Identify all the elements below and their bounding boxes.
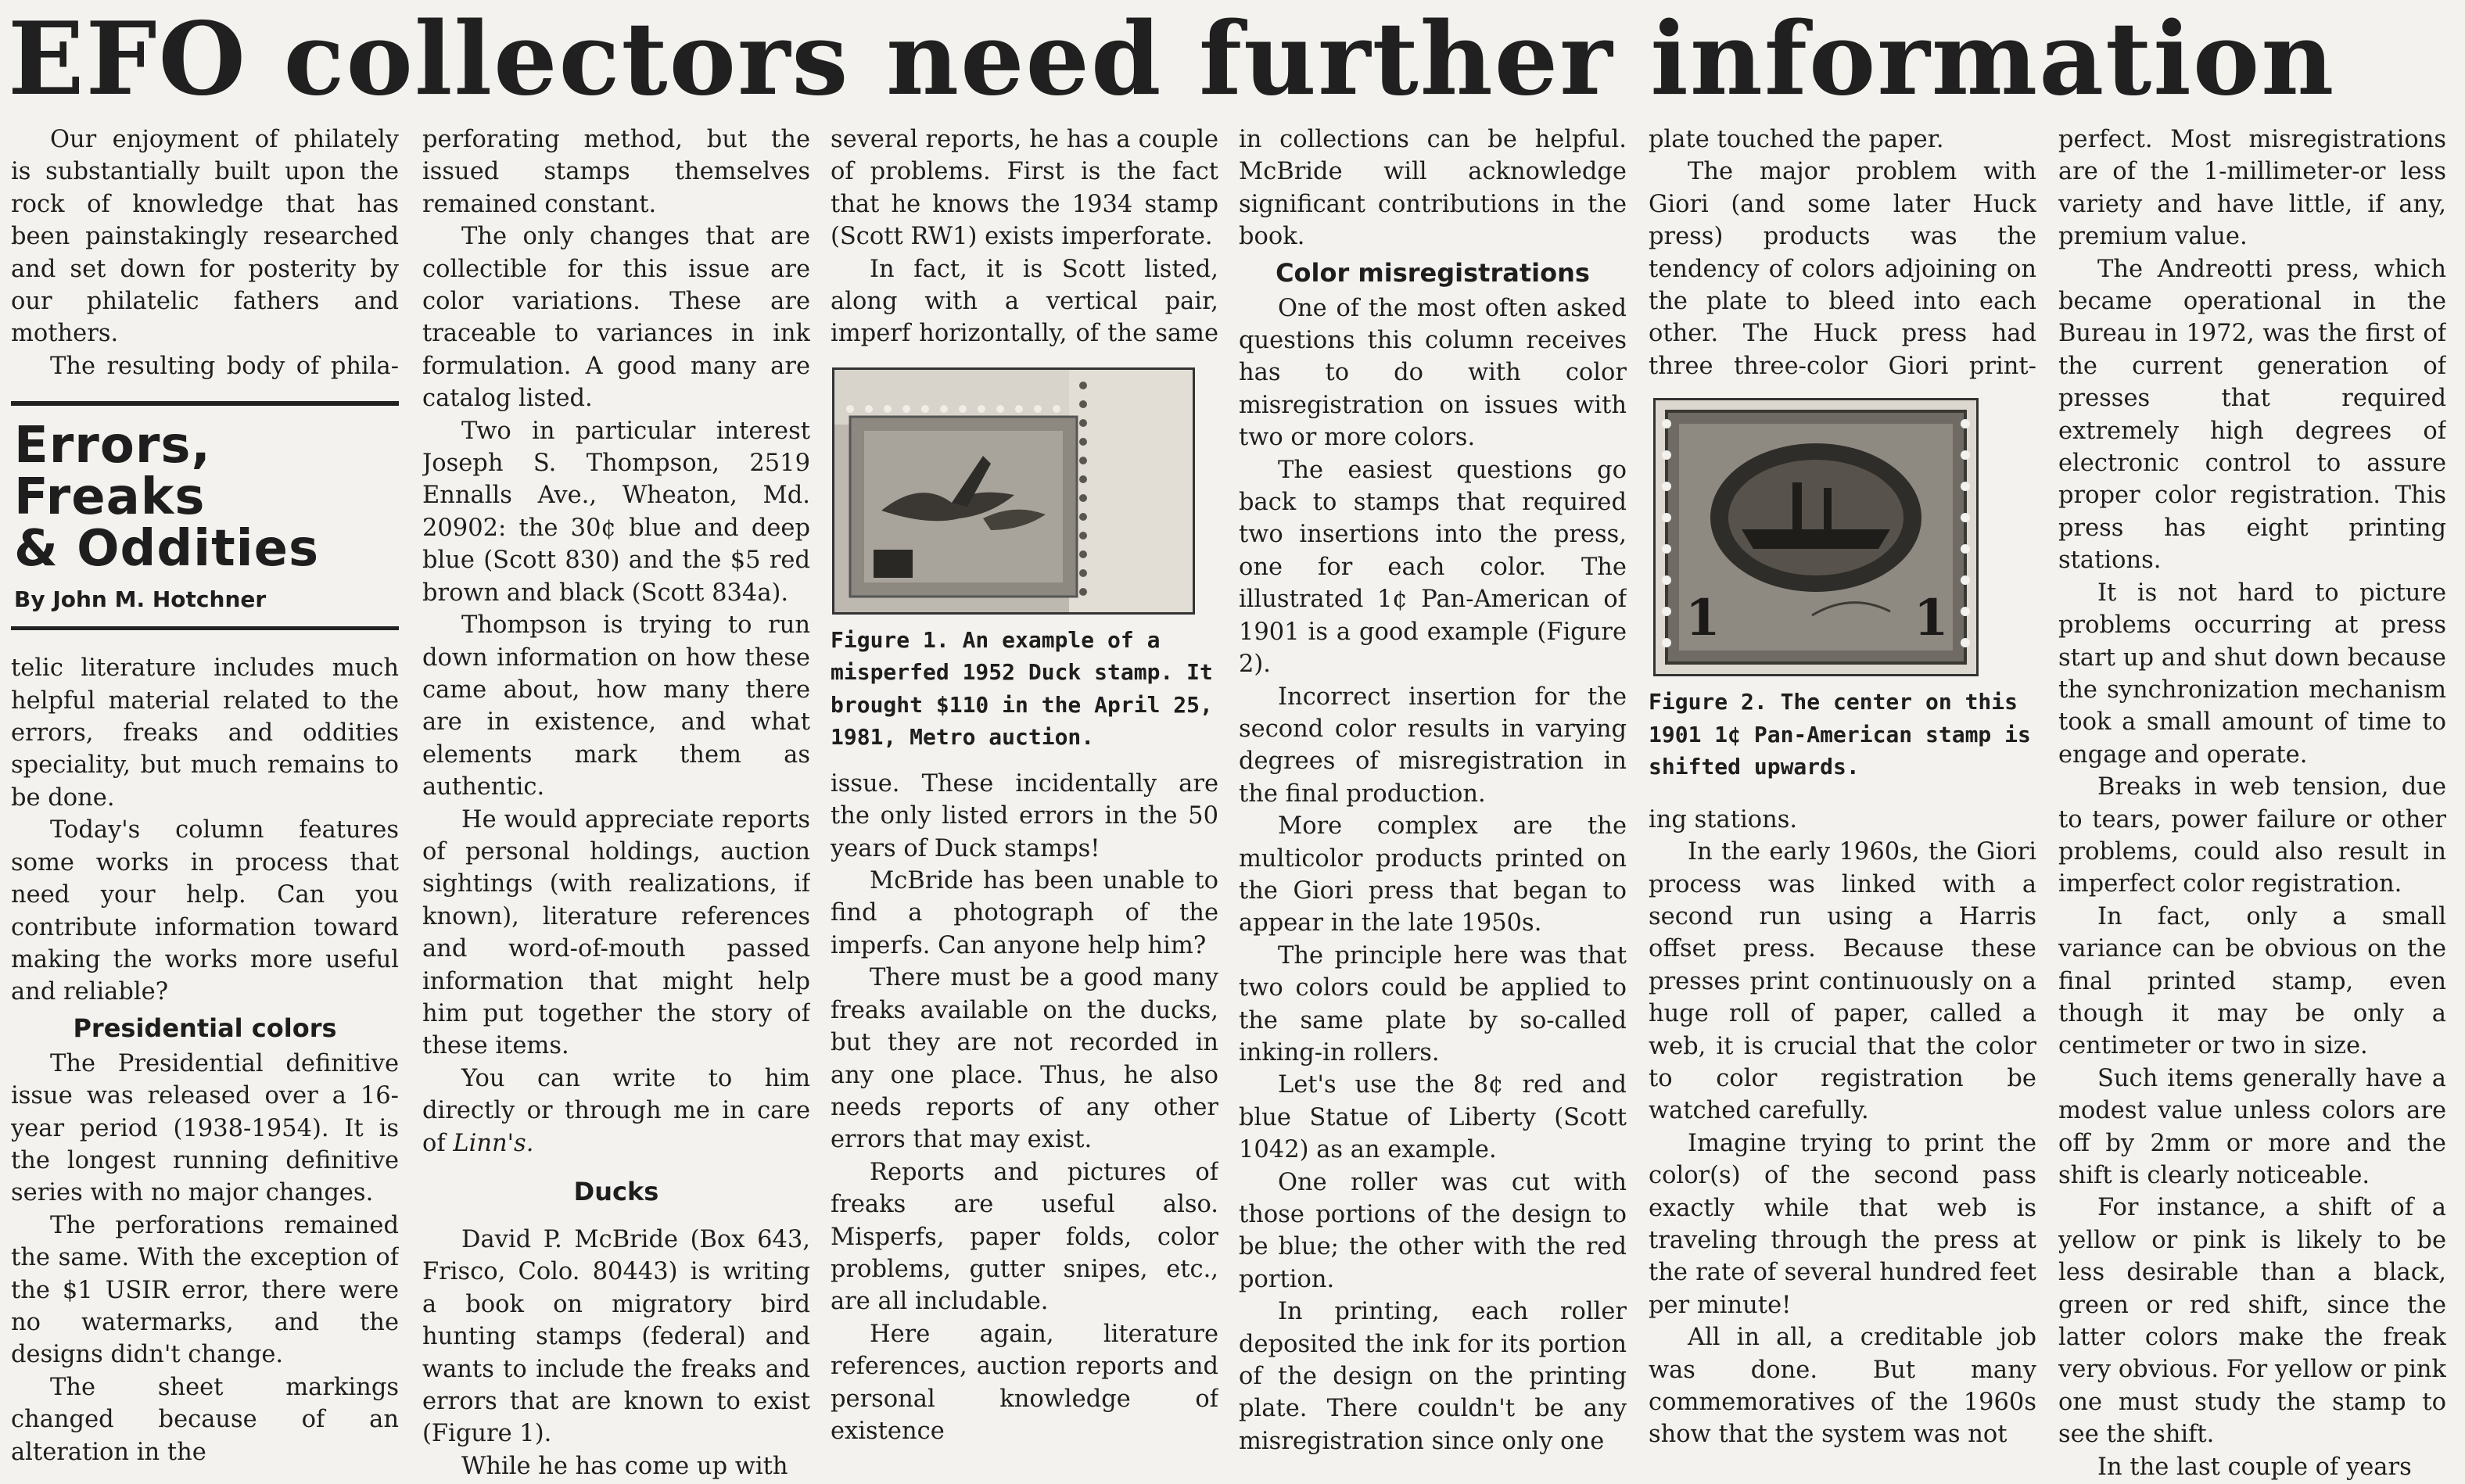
duck-stamp-image [834, 370, 1193, 612]
paragraph: In fact, only a small variance can be obvious on the final printed stamp, even though it may be only a centimeter or two in size. [2058, 902, 2446, 1060]
headline: EFO collectors need further information [8, 1, 2336, 118]
paragraph: He would appreciate reports of personal holdings, auction sightings (with realizations, if known), literature references and word-of-mouth passed information that might help him put together the story of these items. [422, 805, 810, 1060]
figure-1-duck-stamp-photo [832, 367, 1195, 615]
paragraph: The easiest questions go back to stamps that required two insertions into the press, one for each color. The illustrated 1¢ Pan-American of 1901 is a good example (Figure 2). [1239, 456, 1627, 679]
paragraph: several reports, he has a couple of problems. First is the fact that he knows the 1934 stamp (Scott RW1) exists imperforate. [831, 126, 1218, 251]
paragraph: Imagine trying to print the color(s) of the second pass exactly while that web is traveling through the press at the rate of several hundred feet per minute! [1649, 1129, 2036, 1319]
divider [11, 626, 399, 630]
paragraph: telic literature includes much helpful material related to the errors, freaks and oddities speciality, but much remains to be done. [11, 654, 399, 812]
column-6 [2058, 124, 2446, 1484]
column-title [14, 417, 399, 579]
section-heading-color-misregistrations: Color misregistrations [1276, 257, 1590, 288]
paragraph: The major problem with Giori (and some later Huck press) products was the tendency of colors adjoining on the plate to bleed into each other. The Huck press had three three-color Giori print- [1649, 158, 2036, 380]
figure-2-caption: Figure 2. The center on this 1901 1¢ Pan-American stamp is shifted upwards. [1649, 689, 2031, 780]
paragraph: The perforations remained the same. With the exception of the $1 USIR error, there were no watermarks, and the designs didn't change. [11, 1211, 399, 1369]
column-title-line: & Oddities [14, 520, 320, 579]
paragraph: One of the most often asked questions this column receives has to do with color misregistration on issues with two or more colors. [1239, 294, 1627, 452]
paragraph: For instance, a shift of a yellow or pink is likely to be less desirable than a black, green or red shift, since the latter colors make the freak very obvious. For yellow or pink one must study the stamp to see the shift. [2058, 1194, 2446, 1449]
paragraph: issue. These incidentally are the only listed errors in the 50 years of Duck stamps! [831, 769, 1218, 862]
paragraph: In fact, it is Scott listed, along with a vertical pair, imperf horizontally, of the same [831, 255, 1218, 348]
byline: By John M. Hotchner [14, 586, 267, 613]
paragraph: Let's use the 8¢ red and blue Statue of Liberty (Scott 1042) as an example. [1239, 1071, 1627, 1164]
column-1 [11, 124, 399, 1484]
column-3 [831, 124, 1218, 1484]
paragraph: The resulting body of phila- [50, 352, 399, 380]
paragraph: In printing, each roller deposited the ink for its portion of the design on the printing plate. There couldn't be any misregistration since only one [1239, 1298, 1627, 1455]
paragraph-text: You can write to him directly or through me in care of [422, 1064, 810, 1157]
paragraph: Our enjoyment of philately is substantially built upon the rock of knowledge that has been painstakingly researched and set down for posterity by our philatelic fathers and mothers. [11, 126, 399, 348]
section-heading-ducks: Ducks [573, 1177, 659, 1206]
paragraph: perforating method, but the issued stamps themselves remained constant. [422, 126, 810, 218]
paragraph: ing stations. [1649, 805, 1798, 833]
paragraph: One roller was cut with those portions of the design to be blue; the other with the red portion. [1239, 1168, 1627, 1293]
paragraph: The Andreotti press, which became operational in the Bureau in 1972, was the first of the current generation of presses that required extremely high degrees of electronic control to assure proper color registration. This press has eight printing stations. [2058, 255, 2446, 575]
paragraph: While he has come up with [461, 1452, 788, 1480]
paragraph: There must be a good many freaks available on the ducks, but they are not recorded in any one place. Thus, he also needs reports of any other errors that may exist. [831, 964, 1218, 1154]
paragraph: More complex are the multicolor products printed on the Giori press that began to appear in the late 1950s. [1239, 812, 1627, 937]
paragraph: Thompson is trying to run down information on how these came about, how many there are in existence, and what elements mark them as authentic. [422, 611, 810, 801]
paragraph: Today's column features some works in process that need your help. Can you contribute information toward making the works more useful and reliable? [11, 816, 399, 1006]
paragraph: Breaks in web tension, due to tears, power failure or other problems, could also result in imperfect color registration. [2058, 773, 2446, 898]
pan-american-stamp-image [1656, 400, 1976, 674]
figure-2-pan-american-stamp-photo [1653, 398, 1979, 676]
paragraph: Incorrect insertion for the second color results in varying degrees of misregistration in the final production. [1239, 683, 1627, 808]
svg-text:1: 1 [1914, 589, 1949, 648]
paragraph: plate touched the paper. [1649, 126, 1944, 153]
figure-1-caption: Figure 1. An example of a misperfed 1952 Duck stamp. It brought $110 in the April 25, 1981, Metro auction. [831, 626, 1213, 751]
paragraph: David P. McBride (Box 643, Frisco, Colo. 80443) is writing a book on migratory bird hunting stamps (federal) and wants to include the freaks and errors that are known to exist (Figure 1). [422, 1226, 810, 1448]
column-title-line: Freaks [14, 468, 206, 527]
column-5 [1649, 124, 2036, 1484]
paragraph: Reports and pictures of freaks are useful also. Misperfs, paper folds, color problems, gutter snipes, etc., are all includable. [831, 1158, 1218, 1316]
paragraph: The Presidential definitive issue was released over a 16-year period (1938-1954). It is the longest running definitive series with no major changes. [11, 1049, 399, 1207]
divider [11, 401, 399, 406]
column-title-line: Errors, [14, 417, 211, 475]
paragraph: The only changes that are collectible for this issue are color variations. These are traceable to variances in ink formulation. A good many are catalog listed. [422, 223, 810, 413]
svg-text:1: 1 [1685, 589, 1720, 648]
section-heading-presidential: Presidential colors [73, 1013, 337, 1043]
paragraph: All in all, a creditable job was done. But many commemoratives of the 1960s show that the system was not [1649, 1324, 2036, 1449]
paragraph: In the early 1960s, the Giori process was linked with a second run using a Harris offset press. Because these presses print continuously on a huge roll of paper, called a web, it is crucial that the color to color registration be watched carefully. [1649, 838, 2036, 1125]
paragraph: In the last couple of years [2097, 1453, 2412, 1481]
publication-name: Linn's. [453, 1129, 534, 1157]
paragraph: The sheet markings changed because of an alteration in the [11, 1373, 399, 1466]
paragraph: in collections can be helpful. McBride will acknowledge significant contributions in the book. [1239, 126, 1627, 251]
column-4 [1239, 124, 1627, 1484]
paragraph: It is not hard to picture problems occurring at press start up and shut down because the synchronization mechanism took a small amount of time to engage and operate. [2058, 579, 2446, 769]
paragraph: Such items generally have a modest value unless colors are off by 2mm or more and the shift is clearly noticeable. [2058, 1064, 2446, 1189]
paragraph [422, 1063, 810, 1160]
paragraph: Two in particular interest Joseph S. Thompson, 2519 Ennalls Ave., Wheaton, Md. 20902: the 30¢ blue and deep blue (Scott 830) and the $5 red brown and black (Scott 834a). [422, 417, 810, 607]
column-2 [422, 124, 810, 1484]
paragraph: Here again, literature references, auction reports and personal knowledge of existence [831, 1320, 1218, 1445]
paragraph: perfect. Most misregistrations are of the 1-millimeter-or less variety and have little, if any, premium value. [2058, 126, 2446, 251]
paragraph: The principle here was that two colors could be applied to the same plate by so-called inking-in rollers. [1239, 941, 1627, 1066]
paragraph: McBride has been unable to find a photograph of the imperfs. Can anyone help him? [831, 867, 1218, 959]
